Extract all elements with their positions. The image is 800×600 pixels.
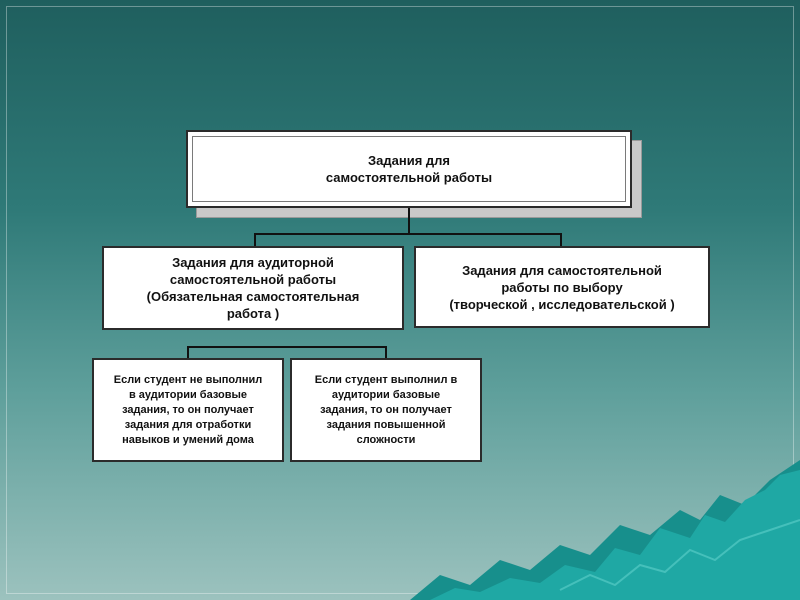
root-box — [186, 130, 632, 208]
connector-level2-horizontal — [187, 346, 387, 348]
level2-box-completed-label: Если студент выполнил в аудитории базовые задания, то он получает задания повышенной сложности — [314, 373, 458, 446]
level1-box-auditory — [102, 246, 404, 330]
connector-level1-horizontal — [254, 233, 562, 235]
root-box-label: Задания для самостоятельной работы — [325, 153, 493, 185]
connector-to-level1-left — [254, 233, 256, 247]
level1-box-elective-label: Задания для самостоятельной работы по выбору (творческой , исследовательской ) — [449, 262, 675, 312]
connector-root-down — [408, 208, 410, 234]
level1-box-elective — [414, 246, 710, 328]
connector-to-level1-right — [560, 233, 562, 247]
level2-box-not-completed — [92, 358, 284, 462]
level2-box-completed — [290, 358, 482, 462]
level1-box-auditory-label: Задания для аудиторной самостоятельной работы (Обязательная самостоятельная работа ) — [146, 255, 360, 321]
level2-box-not-completed-label: Если студент не выполнил в аудитории базовые задания, то он получает задания для отработки навыков и умений дома — [113, 373, 263, 446]
